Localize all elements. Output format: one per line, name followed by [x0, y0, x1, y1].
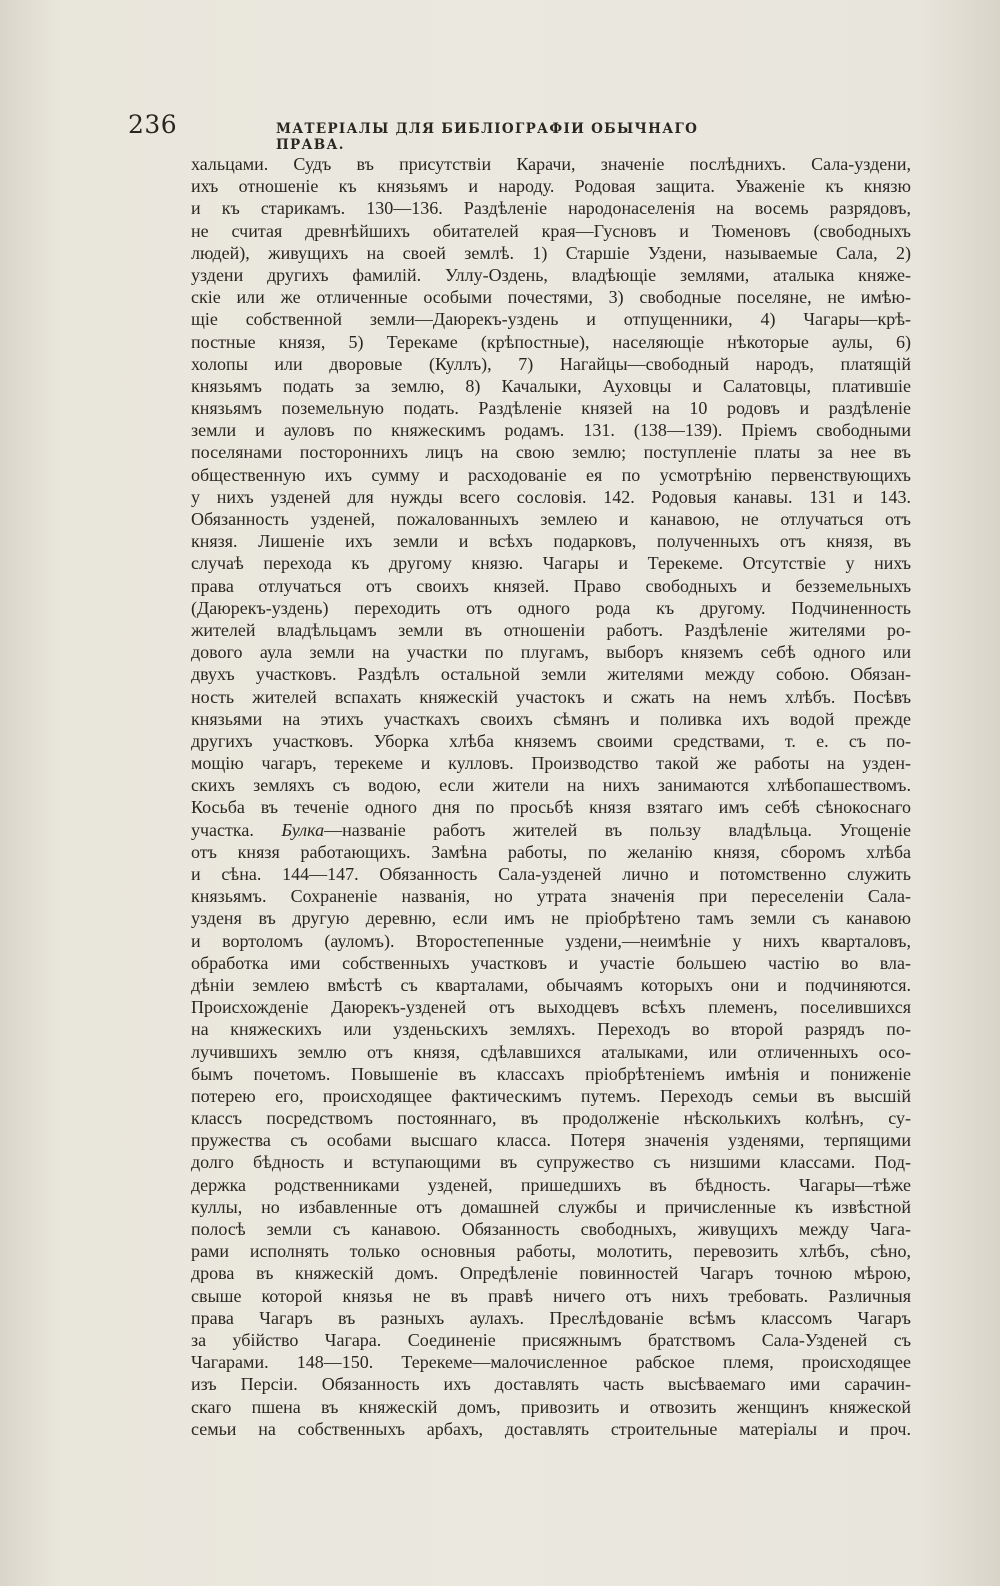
page-header: [128, 106, 770, 153]
text-line: князьямъ поземельную подать. Раздѣленіе князей на 10 родовъ и раздѣленіе: [191, 398, 911, 419]
text-line: князьямъ. Сохраненіе названія, но утрата значенія при переселеніи Сала-: [191, 886, 911, 907]
text-line: изъ Персіи. Обязанность ихъ доставлять часть высѣваемаго ими сарачин-: [191, 1374, 911, 1395]
text-line: держка родственниками узденей, пришедшихъ въ бѣдность. Чагары—тѣже: [191, 1174, 911, 1195]
text-line: жителей владѣльцамъ земли въ отношеніи работъ. Раздѣленіе жителями ро-: [191, 619, 911, 640]
text-line: скаго пшена въ княжескій домъ, привозить и отвозить женщинъ княжеской: [191, 1396, 911, 1417]
text-line: семьи на собственныхъ арбахъ, доставлять строительные матеріалы и проч.: [191, 1418, 911, 1439]
text-line: Чагарами. 148—150. Терекеме—малочисленное рабское племя, происходящее: [191, 1352, 911, 1373]
text-line: князя. Лишеніе ихъ земли и всѣхъ подарковъ, полученныхъ отъ князя, въ: [191, 531, 911, 552]
text-line: людей), живущихъ на своей землѣ. 1) Старшіе Уздени, называемые Сала, 2): [191, 242, 911, 263]
text-line: двухъ участковъ. Раздѣлъ остальной земли жителями между собою. Обязан-: [191, 664, 911, 685]
page-number: 236: [128, 110, 178, 139]
text-line: Обязанность узденей, пожалованныхъ землею и канавою, не отлучаться отъ: [191, 509, 911, 529]
text-line: дѣніи землею вмѣстѣ съ кварталами, обычаямъ которыхъ они и подчиняются.: [191, 974, 911, 995]
text-line: земли и ауловъ по княжескимъ родамъ. 131. (138—139). Пріемъ свободными: [191, 420, 911, 441]
text-line: Косьба въ теченіе одного дня по просьбѣ князя взятаго имъ себѣ сѣнокоснаго: [191, 797, 911, 818]
text-line: лучившихъ землю отъ князя, сдѣлавшихся аталыками, или отличенныхъ осо-: [191, 1041, 911, 1062]
text-line: поселянами постороннихъ лицъ на свою землю; поступленіе платы за нее въ: [191, 442, 911, 463]
text-line: случаѣ перехода къ другому князю. Чагары и Терекеме. Отсутствіе у нихъ: [191, 553, 911, 574]
text-line: за убійство Чагара. Соединеніе присяжнымъ братствомъ Сала-Узденей съ: [191, 1329, 911, 1350]
text-line: и вортоломъ (ауломъ). Второстепенные уздени,—неимѣніе у нихъ кварталовъ,: [191, 930, 911, 951]
text-line: права Чагаръ въ разныхъ аулахъ. Преслѣдованіе всѣмъ классомъ Чагаръ: [191, 1307, 911, 1328]
text-line: ихъ отношеніе къ князьямъ и народу. Родовая защита. Уваженіе къ князю: [191, 176, 911, 197]
text-line: хальцами. Судъ въ присутствіи Карачи, значеніе послѣднихъ. Сала-уздени,: [191, 154, 911, 174]
text-line: долго бѣдность и вступающими въ супружество съ низшими классами. Под-: [191, 1152, 911, 1173]
text-line: Происхожденіе Даюрекъ-узденей отъ выходцевъ всѣхъ племенъ, поселившихся: [191, 997, 911, 1018]
text-line: куллы, но избавленные отъ домашней службы и причисленные къ извѣстной: [191, 1196, 911, 1217]
text-line: скіе или же отличенные особыми почестями, 3) свободные поселяне, не имѣю-: [191, 287, 911, 308]
text-line: ность жителей вспахать княжескій участокъ и сжать на немъ хлѣбъ. Посѣвъ: [191, 686, 911, 707]
text-line: бымъ почетомъ. Повышеніе въ классахъ пріобрѣтеніемъ имѣнія и пониженіе: [191, 1063, 911, 1084]
text-line: потерею его, происходящее фактическимъ путемъ. Переходъ семьи въ высшій: [191, 1085, 911, 1106]
text-line: отъ князя работающихъ. Замѣна работы, по желанію князя, сборомъ хлѣба: [191, 841, 911, 862]
text-line: права отлучаться отъ своихъ князей. Право свободныхъ и безземельныхъ: [191, 575, 911, 596]
text-line: участка. Булка—названіе работъ жителей въ пользу владѣльца. Угощеніе: [191, 819, 911, 840]
text-line: скихъ земляхъ съ водою, если жители на нихъ занимаются хлѣбопашествомъ.: [191, 775, 911, 796]
text-line: и къ старикамъ. 130—136. Раздѣленіе народонаселенія на восемь разрядовъ,: [191, 198, 911, 219]
text-line: не считая древнѣйшихъ обитателей края—Гусновъ и Тюменовъ (свободныхъ: [191, 220, 911, 241]
text-line: (Даюрекъ-уздень) переходить отъ одного рода къ другому. Подчиненность: [191, 597, 911, 618]
running-title: МАТЕРІАЛЫ ДЛЯ БИБЛІОГРАФІИ ОБЫЧНАГО ПРАВА.: [276, 121, 699, 153]
text-line: обработка ими собственныхъ участковъ и участіе большею частію во вла-: [191, 952, 911, 973]
text-line: князьями на этихъ участкахъ своихъ сѣмянъ и поливка ихъ водой прежде: [191, 708, 911, 729]
text-line: мощію чагаръ, терекеме и кулловъ. Производство такой же работы на узден-: [191, 753, 911, 774]
text-line: свыше которой князья не въ правѣ ничего отъ нихъ требовать. Различныя: [191, 1285, 911, 1306]
text-line: рами исполнять только основныя работы, молотить, перевозить хлѣбъ, сѣно,: [191, 1241, 911, 1262]
text-line: узденя въ другую деревню, если имъ не пріобрѣтено тамъ земли съ канавою: [191, 908, 911, 929]
text-line: постные князя, 5) Терекаме (крѣпостные), населяющіе нѣкоторые аулы, 6): [191, 331, 911, 352]
text-line: холопы или дворовые (Куллъ), 7) Нагайцы—свободный народъ, платящій: [191, 353, 911, 374]
text-line: другихъ участковъ. Уборка хлѣба княземъ своими средствами, т. е. съ по-: [191, 730, 911, 751]
text-line: у нихъ узденей для нужды всего сословія. 142. Родовыя канавы. 131 и 143.: [191, 486, 911, 507]
text-line: дрова въ княжескій домъ. Опредѣленіе повинностей Чагаръ точною мѣрою,: [191, 1263, 911, 1284]
body-text: [191, 153, 911, 1440]
text-line: пружества съ особами высшаго класса. Потеря значенія узденями, терпящими: [191, 1130, 911, 1151]
text-line: дового аула земли на участки по плугамъ, выборъ княземъ себѣ одного или: [191, 642, 911, 663]
text-line: князьямъ подать за землю, 8) Качалыки, Ауховцы и Салатовцы, платившіе: [191, 375, 911, 396]
text-line: на княжескихъ или узденьскихъ земляхъ. Переходъ во второй разрядъ по-: [191, 1019, 911, 1040]
text-line: классъ посредствомъ постояннаго, въ продолженіе нѣсколькихъ колѣнъ, су-: [191, 1108, 911, 1129]
text-line: общественную ихъ сумму и расходованіе ея по усмотрѣнію первенствующихъ: [191, 464, 911, 485]
italic-term: Булка: [281, 819, 325, 840]
text-line: полосѣ земли съ канавою. Обязанность свободныхъ, живущихъ между Чага-: [191, 1219, 911, 1239]
text-line: уздени другихъ фамилій. Уллу-Оздень, владѣющіе землями, аталыка княже-: [191, 264, 911, 285]
text-line: щіе собственной земли—Даюрекъ-уздень и отпущенники, 4) Чагары—крѣ-: [191, 309, 911, 330]
text-line: и сѣна. 144—147. Обязанность Сала-узденей лично и потомственно служить: [191, 864, 911, 884]
